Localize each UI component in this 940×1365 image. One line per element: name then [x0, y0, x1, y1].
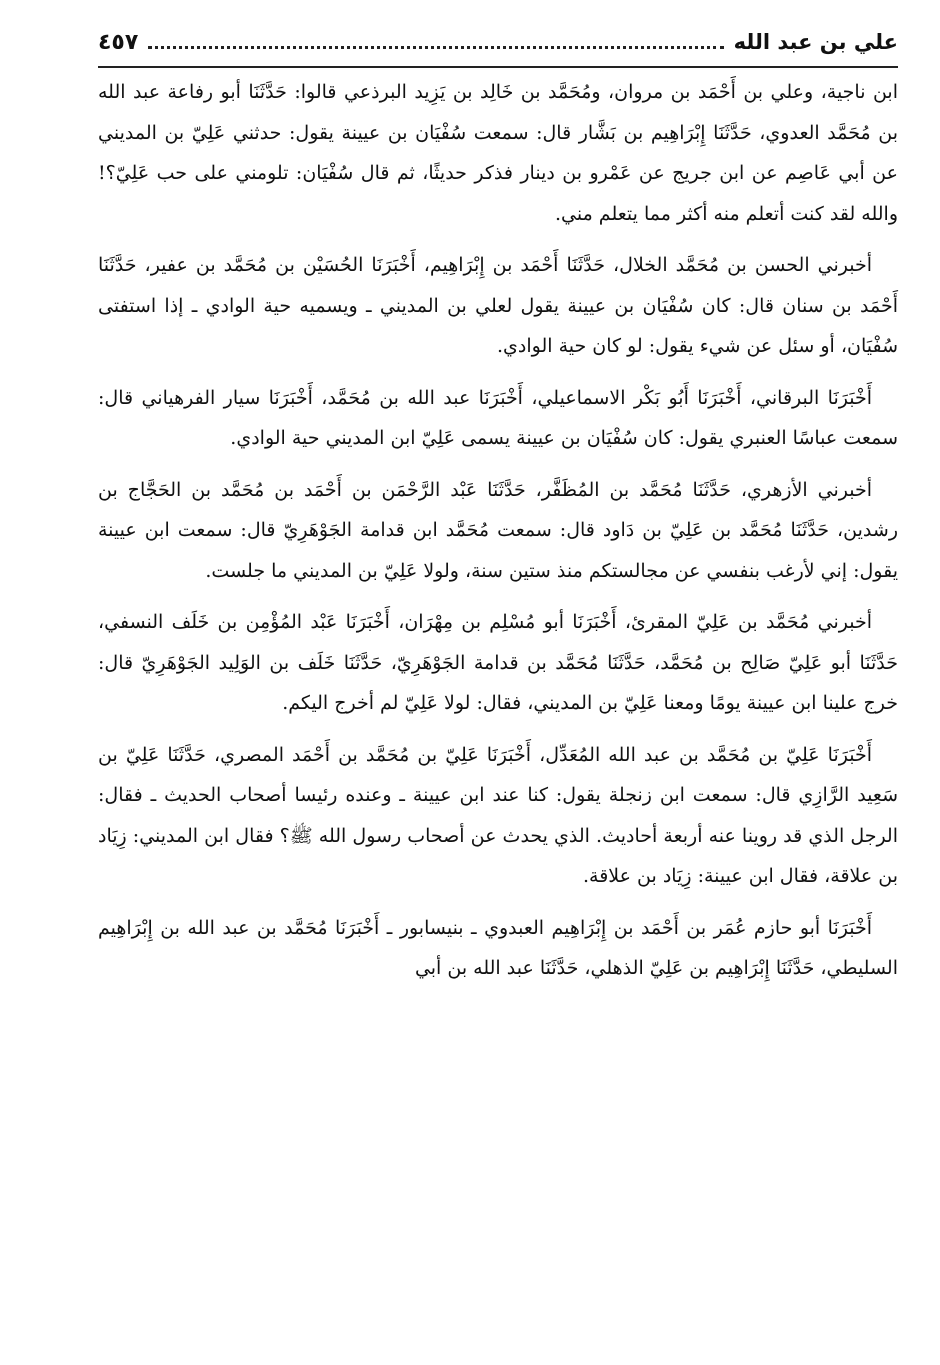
- body-text: [98, 72, 898, 989]
- paragraph-2: أخبرني الحسن بن مُحَمَّد الخلال، حَدَّثَنَا أَحْمَد بن إِبْرَاهِيم، أَخْبَرَنَا الحُسَيْن بن مُحَمَّد بن عفير، حَدَّثَنَا أَحْمَد بن سنان قال: كان سُفْيَان بن عيينة يقول لعلي بن المديني ـ ويسميه حية الوادي ـ إذا استفتى سُفْيَان، أو سئل عن شيء يقول: لو كان حية الوادي.: [98, 254, 898, 357]
- book-page: [98, 30, 898, 1000]
- paragraph-1: ابن ناجية، وعلي بن أَحْمَد بن مروان، ومُحَمَّد بن خَالِد بن يَزِيد البرذعي قالوا: حَدَّثَنَا أبو رفاعة عبد الله بن مُحَمَّد العدوي، حَدَّثَنَا إِبْرَاهِيم بن بَشَّار قال: سمعت سُفْيَان بن عيينة يقول: حدثني عَلِيّ بن المديني عن أبي عَاصِم عن ابن جريج عن عَمْرو بن دينار فذكر حديثًا، ثم قال سُفْيَان: تلومني على حب عَلِيّ؟! والله لقد كنت أتعلم منه أكثر مما يتعلم مني.: [98, 81, 898, 225]
- running-title: علي بن عبد الله: [733, 30, 898, 54]
- running-header: [98, 30, 898, 68]
- dotted-leader: [148, 32, 723, 49]
- paragraph-3: أَخْبَرَنَا البرقاني، أَخْبَرَنَا أَبُو بَكْر الاسماعيلي، أَخْبَرَنَا عبد الله بن مُحَمَّد، أَخْبَرَنَا سيار الفرهياني قال: سمعت عباسًا العنبري يقول: كان سُفْيَان بن عيينة يسمى عَلِيّ ابن المديني حية الوادي.: [98, 386, 898, 449]
- paragraph-5: أخبرني مُحَمَّد بن عَلِيّ المقرئ، أَخْبَرَنَا أبو مُسْلِم بن مِهْرَان، أَخْبَرَنَا عَبْد المُؤْمِن بن خَلَف النسفي، حَدَّثَنَا أبو عَلِيّ صَالِح بن مُحَمَّد، حَدَّثَنَا مُحَمَّد بن قدامة الجَوْهَرِيّ، حَدَّثَنَا خَلَف بن الوَلِيد الجَوْهَرِيّ قال: خرج علينا ابن عيينة يومًا ومعنا عَلِيّ بن المديني، فقال: لولا عَلِيّ لم أخرج اليكم.: [98, 611, 898, 714]
- paragraph-6: أَخْبَرَنَا عَلِيّ بن مُحَمَّد بن عبد الله المُعَدِّل، أَخْبَرَنَا عَلِيّ بن مُحَمَّد بن أَحْمَد المصري، حَدَّثَنَا عَلِيّ بن سَعِيد الرَّازِي قال: سمعت ابن زنجلة يقول: كنا عند ابن عيينة ـ وعنده رئيسا أصحاب الحديث ـ فقال: الرجل الذي قد روينا عنه أربعة أحاديث. الذي يحدث عن أصحاب رسول الله ﷺ؟ فقال ابن المديني: زِيَاد بن علاقة، فقال ابن عيينة: زِيَاد بن علاقة.: [98, 743, 898, 887]
- page-number: ٤٥٧: [98, 30, 139, 55]
- paragraph-4: أخبرني الأزهري، حَدَّثَنَا مُحَمَّد بن المُظَفَّر، حَدَّثَنَا عَبْد الرَّحْمَن بن أَحْمَد بن مُحَمَّد بن الحَجَّاج بن رشدين، حَدَّثَنَا مُحَمَّد بن عَلِيّ بن دَاود قال: سمعت مُحَمَّد ابن قدامة الجَوْهَرِيّ قال: سمعت ابن عيينة يقول: إني لأرغب بنفسي عن مجالستكم منذ ستين سنة، ولولا عَلِيّ بن المديني ما جلست.: [98, 478, 898, 582]
- paragraph-7: أَخْبَرَنَا أبو حازم عُمَر بن أَحْمَد بن إِبْرَاهِيم العبدوي ـ بنيسابور ـ أَخْبَرَنَا مُحَمَّد بن عبد الله بن إِبْرَاهِيم السليطي، حَدَّثَنَا إِبْرَاهِيم بن عَلِيّ الذهلي، حَدَّثَنَا عبد الله بن أبي: [98, 916, 898, 979]
